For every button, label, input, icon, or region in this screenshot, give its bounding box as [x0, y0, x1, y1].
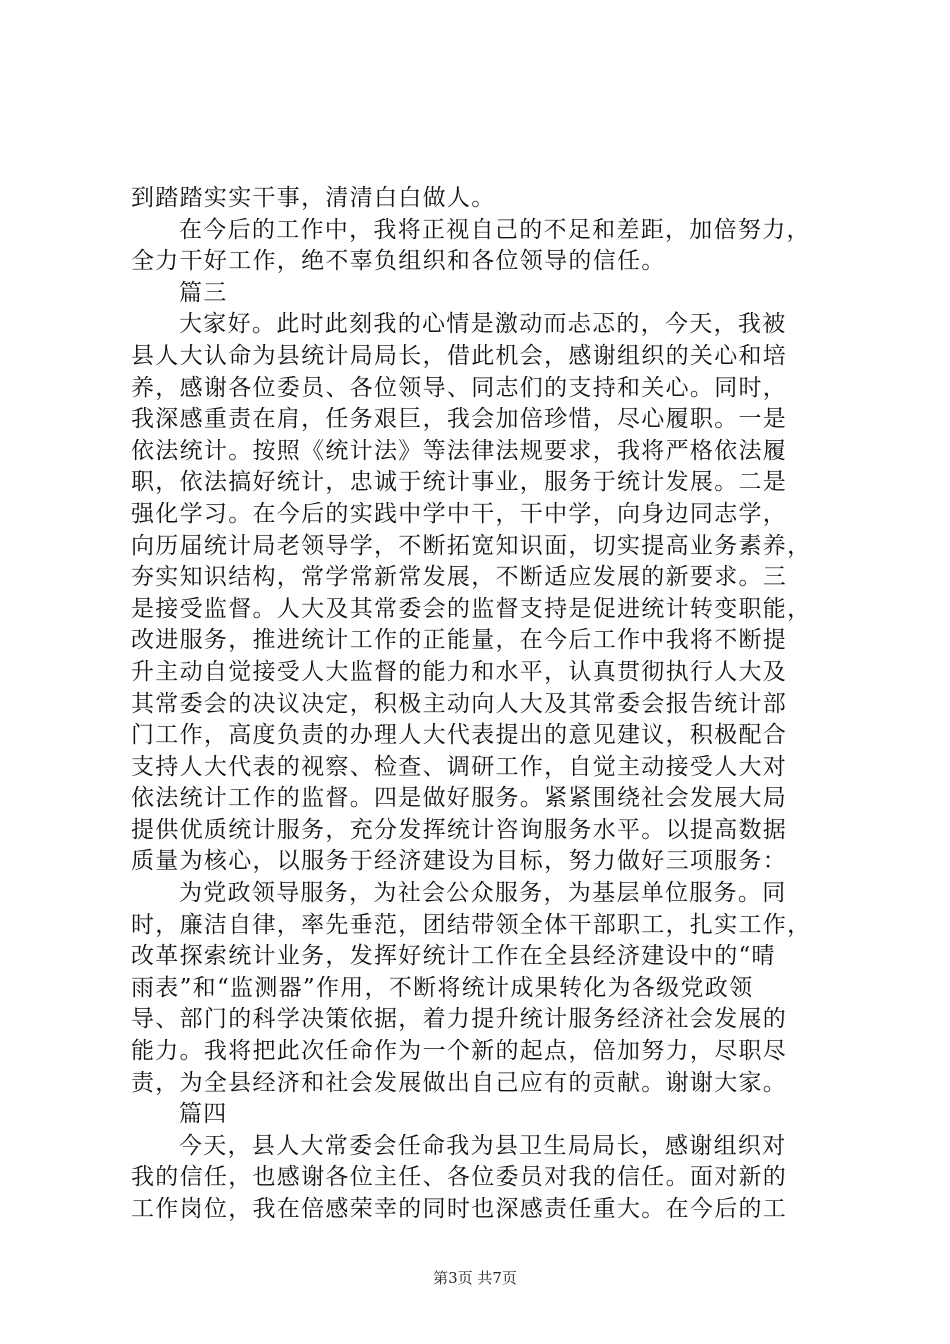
text-line: 时，廉洁自律，率先垂范，团结带领全体干部职工，扎实工作，: [131, 911, 812, 938]
text-line: 依法统计工作的监督。四是做好服务。紧紧围绕社会发展大局: [131, 785, 788, 812]
text-line: 我深感重责在肩，任务艰巨，我会加倍珍惜，尽心履职。一是: [131, 406, 788, 433]
paragraph-start-line: 为党政领导服务，为社会公众服务，为基层单位服务。同: [179, 880, 787, 907]
text-line: 升主动自觉接受人大监督的能力和水平，认真贯彻执行人大及: [131, 658, 788, 685]
text-line: 能力。我将把此次任命作为一个新的起点，倍加努力，尽职尽: [131, 1038, 788, 1065]
text-line: 其常委会的决议决定，积极主动向人大及其常委会报告统计部: [131, 690, 788, 717]
text-line: 到踏踏实实干事，清清白白做人。: [131, 185, 496, 211]
text-line: 职，依法搞好统计，忠诚于统计事业，服务于统计发展。二是: [131, 469, 788, 496]
document-body: [131, 183, 831, 1226]
text-line: 依法统计。按照《统计法》等法律法规要求，我将严格依法履: [131, 437, 788, 464]
text-line: 门工作，高度负责的办理人大代表提出的意见建议，积极配合: [131, 722, 788, 749]
text-line: 县人大认命为县统计局局长，借此机会，感谢组织的关心和培: [131, 342, 788, 369]
text-line: 向历届统计局老领导学，不断拓宽知识面，切实提高业务素养，: [131, 532, 812, 559]
text-line: 是接受监督。人大及其常委会的监督支持是促进统计转变职能，: [131, 595, 812, 622]
text-line: 支持人大代表的视察、检查、调研工作，自觉主动接受人大对: [131, 753, 788, 780]
text-line: 强化学习。在今后的实践中学中干，干中学，向身边同志学，: [131, 500, 788, 527]
text-line: 养，感谢各位委员、各位领导、同志们的支持和关心。同时，: [131, 374, 788, 401]
text-line: 导、部门的科学决策依据，着力提升统计服务经济社会发展的: [131, 1006, 788, 1033]
text-line: 夯实知识结构，常学常新常发展，不断适应发展的新要求。三: [131, 564, 788, 591]
text-line: 工作岗位，我在倍感荣幸的同时也深感责任重大。在今后的工: [131, 1196, 788, 1222]
text-line: 我的信任，也感谢各位主任、各位委员对我的信任。面对新的: [131, 1164, 788, 1191]
section-heading: 篇三: [179, 279, 228, 306]
text-line: 责，为全县经济和社会发展做出自己应有的贡献。谢谢大家。: [131, 1069, 788, 1096]
text-line: 质量为核心，以服务于经济建设为目标，努力做好三项服务：: [131, 848, 788, 875]
text-line: 改进服务，推进统计工作的正能量，在今后工作中我将不断提: [131, 627, 788, 654]
page-number-footer: 第3页 共7页: [433, 1269, 517, 1287]
paragraph-start-line: 在今后的工作中，我将正视自己的不足和差距，加倍努力，: [179, 216, 811, 243]
paragraph-start-line: 大家好。此时此刻我的心情是激动而忐忑的，今天，我被: [179, 311, 787, 338]
text-line: 全力干好工作，绝不辜负组织和各位领导的信任。: [131, 248, 666, 275]
section-heading: 篇四: [179, 1101, 228, 1128]
text-line: 改革探索统计业务，发挥好统计工作在全县经济建设中的“晴: [131, 943, 776, 970]
text-line: 雨表”和“监测器”作用，不断将统计成果转化为各级党政领: [131, 974, 754, 1001]
text-line: 提供优质统计服务，充分发挥统计咨询服务水平。以提高数据: [131, 816, 788, 843]
paragraph-start-line: 今天，县人大常委会任命我为县卫生局局长，感谢组织对: [179, 1132, 787, 1159]
